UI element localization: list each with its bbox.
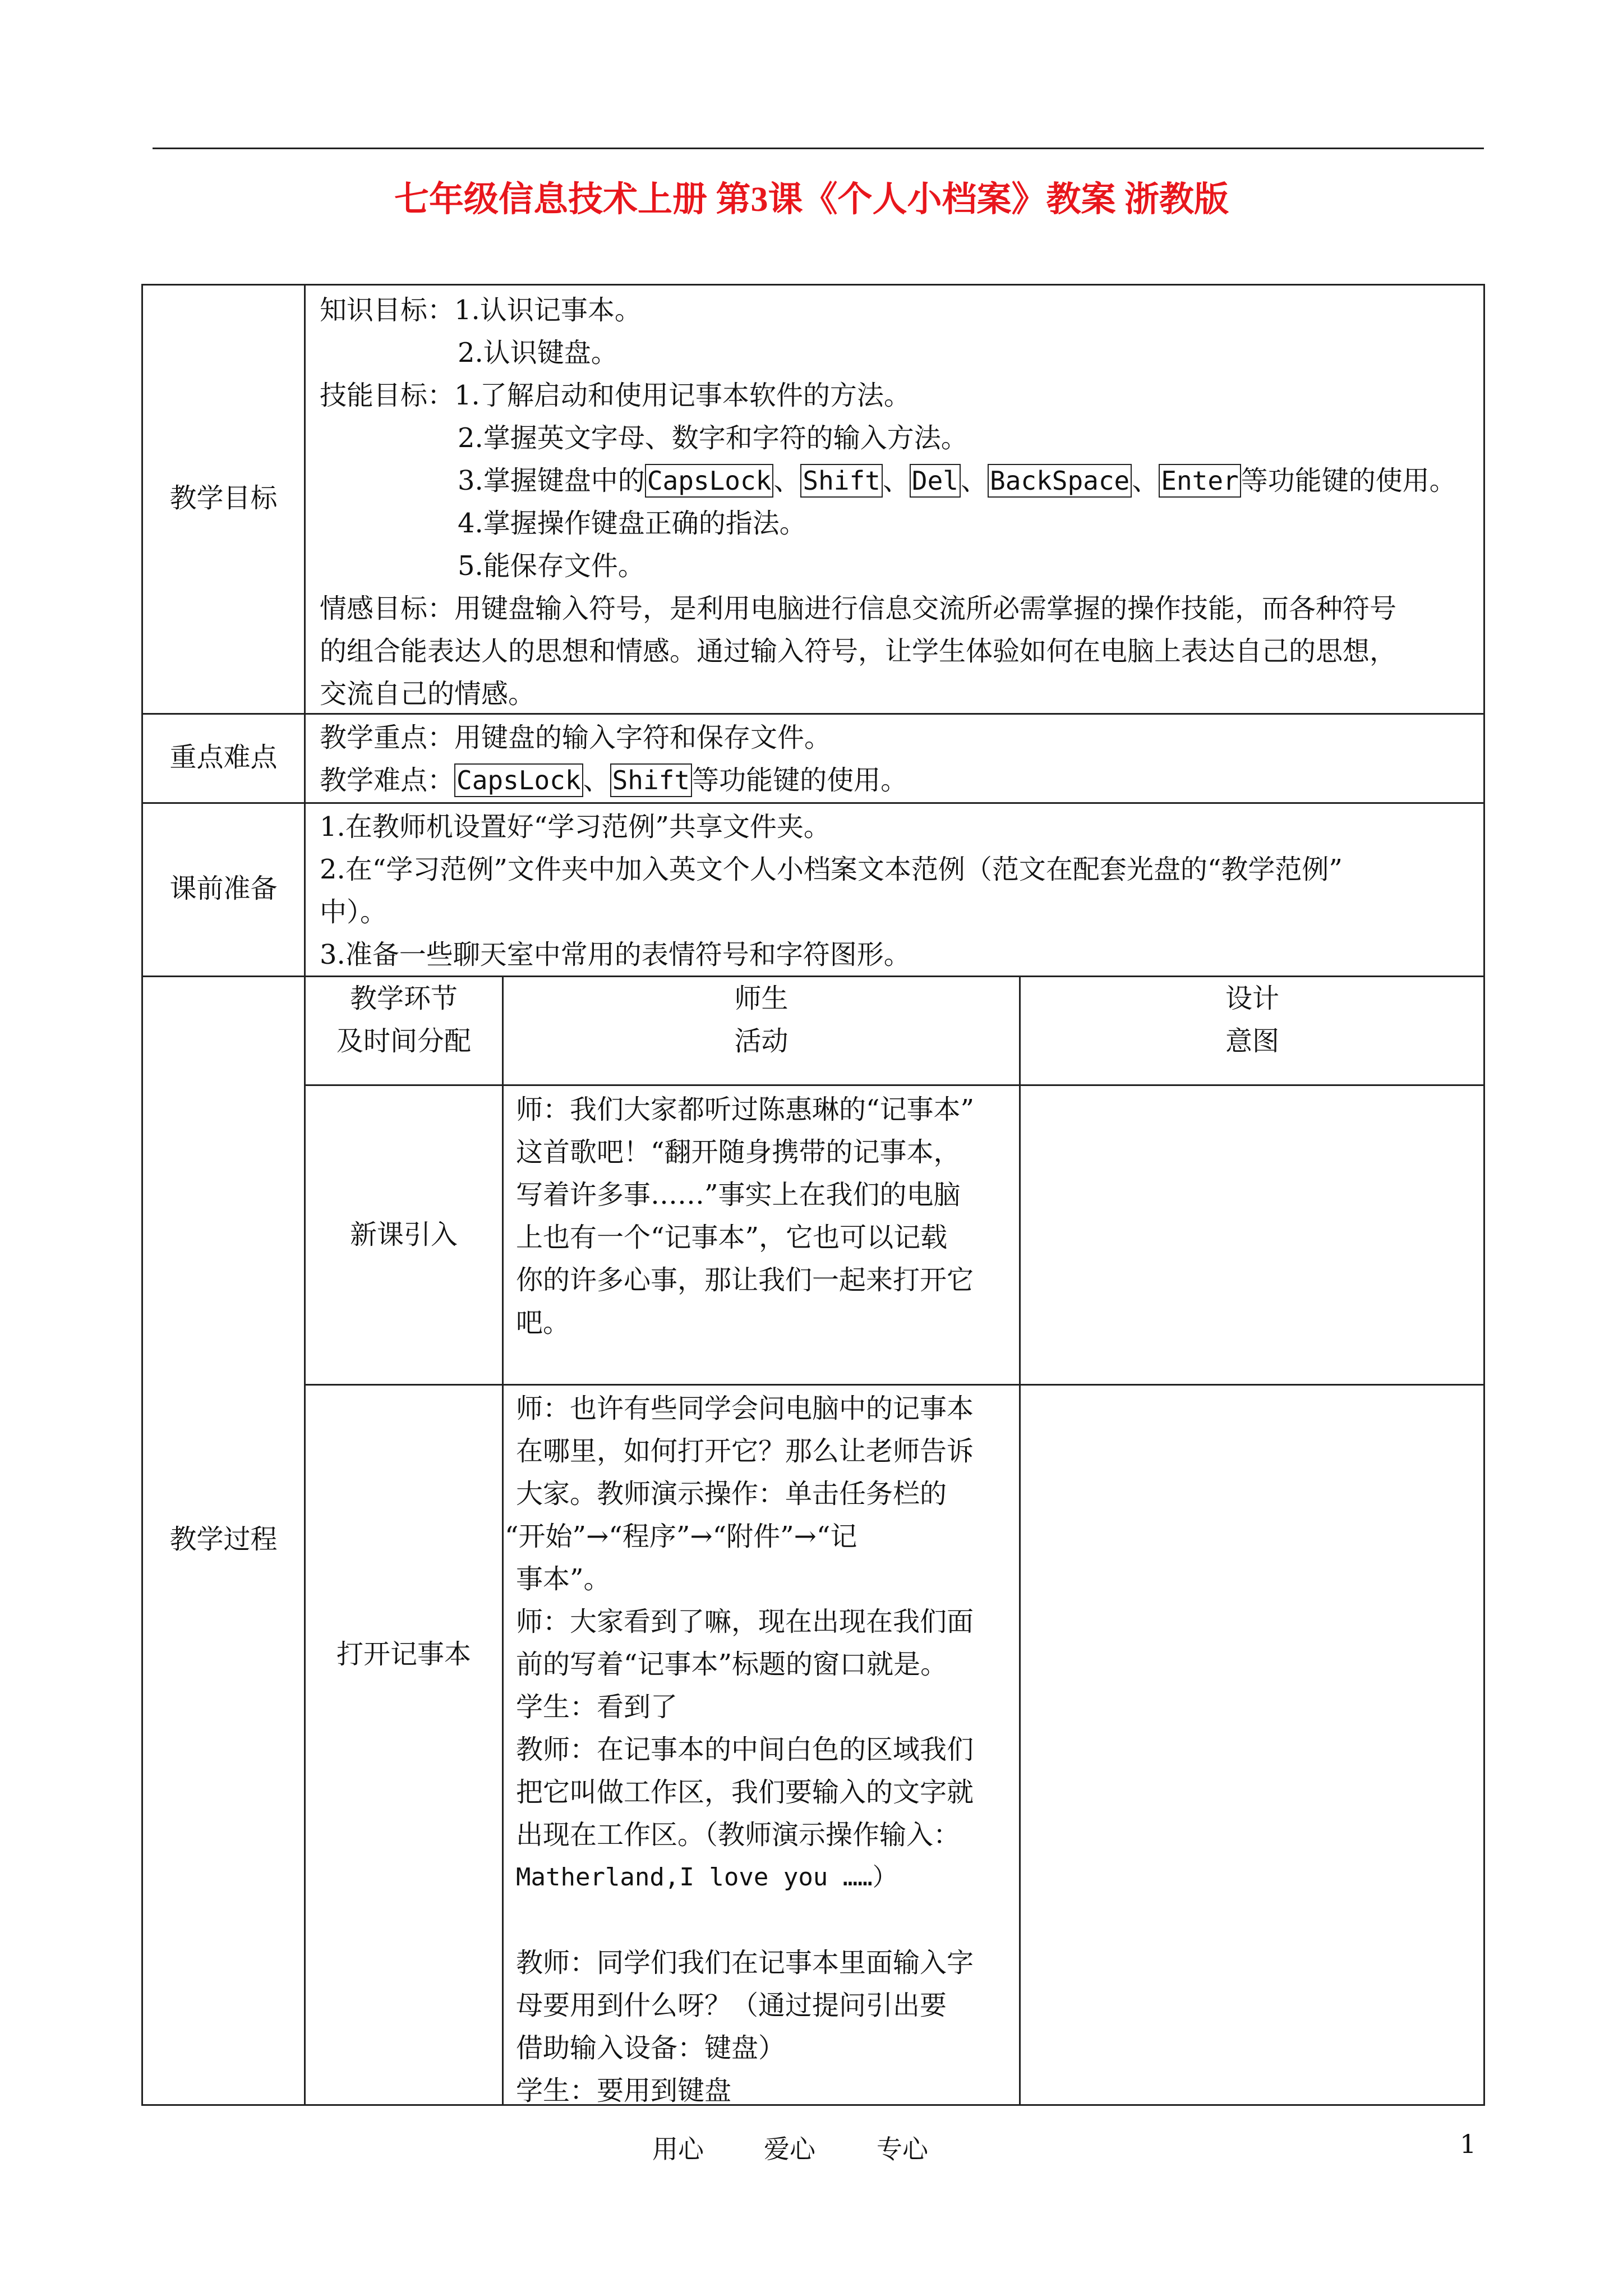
- goals-label: 教学目标: [169, 482, 278, 514]
- activity-line: 这首歌吧！“翻开随身携带的记事本，: [516, 1137, 961, 1168]
- activity-line: 把它叫做工作区，我们要输入的文字就: [516, 1777, 974, 1808]
- skill-goal-3: [458, 459, 1456, 502]
- key-points-label: 重点难点: [169, 742, 278, 773]
- teaching-difficulty: [320, 759, 907, 802]
- prep-line-2b: 中）。: [320, 896, 388, 928]
- stage-open-notepad: 打开记事本: [336, 1639, 471, 1670]
- skill-goal-4: 4.掌握操作键盘正确的指法。: [458, 508, 806, 539]
- activity-line: 师：也许有些同学会问电脑中的记事本: [516, 1393, 974, 1424]
- teaching-focus: 教学重点：用键盘的输入字符和保存文件。: [320, 722, 832, 753]
- separator: 、: [773, 465, 801, 496]
- page-number: 1: [1460, 2129, 1477, 2159]
- header-design-line-1: 设计: [1225, 983, 1279, 1014]
- separator: 、: [1132, 465, 1159, 496]
- process-header-divider: [304, 1084, 1485, 1086]
- header-rule: [153, 148, 1484, 149]
- activity-line: 母要用到什么呀？（通过提问引出要: [516, 1990, 947, 2021]
- capslock-key: CapsLock: [645, 464, 774, 498]
- activity-line: Matherland,I love you ……）: [516, 1863, 897, 1892]
- skill-goal-1: 1.了解启动和使用记事本软件的方法。: [454, 380, 911, 411]
- stage-intro: 新课引入: [349, 1219, 458, 1250]
- shift-key: Shift: [610, 763, 692, 797]
- activity-column-divider: [1019, 976, 1021, 2106]
- activity-line: 师：大家看到了嘛，现在出现在我们面: [516, 1606, 974, 1637]
- header-stage-line-2: 及时间分配: [336, 1025, 471, 1057]
- skill-goal-line-1: [320, 374, 911, 417]
- emotion-goal-line-1: 情感目标：用键盘输入符号，是利用电脑进行信息交流所必需掌握的操作技能，而各种符号: [320, 593, 1397, 624]
- activity-line: 事本”。: [516, 1563, 611, 1595]
- header-activity-line-1: 师生: [734, 983, 789, 1014]
- activity-line: 前的写着“记事本”标题的窗口就是。: [516, 1649, 948, 1680]
- knowledge-goal-prefix: 知识目标：: [320, 295, 455, 326]
- skill-goal-prefix: 技能目标：: [320, 380, 455, 411]
- knowledge-goal-2: 2.认识键盘。: [458, 337, 618, 369]
- capslock-key: CapsLock: [454, 763, 583, 797]
- prep-label: 课前准备: [169, 873, 278, 904]
- activity-line: 出现在工作区。（教师演示操作输入：: [516, 1819, 961, 1851]
- shift-key: Shift: [800, 464, 882, 498]
- skill-goal-2: 2.掌握英文字母、数字和字符的输入方法。: [458, 422, 968, 454]
- footer-motto-1: 用心: [652, 2134, 704, 2164]
- separator: 、: [882, 465, 910, 496]
- prep-line-3: 3.准备一些聊天室中常用的表情符号和字符图形。: [320, 939, 911, 970]
- knowledge-goal-1: 1.认识记事本。: [454, 295, 642, 326]
- enter-key: Enter: [1159, 464, 1241, 498]
- skill-goal-3-prefix: 3.掌握键盘中的: [458, 465, 645, 496]
- separator: 、: [583, 765, 610, 796]
- footer-motto-2: 爱心: [764, 2134, 815, 2164]
- prep-line-1: 1.在教师机设置好“学习范例”共享文件夹。: [320, 811, 831, 843]
- backspace-key: BackSpace: [988, 464, 1132, 498]
- activity-line: 教师：在记事本的中间白色的区域我们: [516, 1734, 974, 1765]
- header-design-line-2: 意图: [1225, 1025, 1279, 1057]
- activity-line: 在哪里，如何打开它？那么让老师告诉: [516, 1435, 974, 1467]
- activity-line: 借助输入设备：键盘）: [516, 2032, 786, 2064]
- activity-line: 吧。: [516, 1307, 570, 1338]
- activity-line: 你的许多心事，那让我们一起来打开它: [516, 1264, 974, 1296]
- activity-line: 师：我们大家都听过陈惠琳的“记事本”: [516, 1094, 975, 1125]
- activity-line: 上也有一个“记事本”，它也可以记载: [516, 1222, 948, 1253]
- skill-goal-3-suffix: 等功能键的使用。: [1241, 465, 1456, 496]
- separator: 、: [960, 465, 988, 496]
- activity-line: 教师：同学们我们在记事本里面输入字: [516, 1947, 974, 1978]
- knowledge-goal-line-1: [320, 289, 642, 332]
- skill-goal-5: 5.能保存文件。: [458, 550, 645, 582]
- activity-line: 学生：要用到键盘: [516, 2075, 732, 2106]
- stage-column-divider: [502, 976, 504, 2106]
- emotion-goal-line-2: 的组合能表达人的思想和情感。通过输入符号，让学生体验如何在电脑上表达自己的思想，: [320, 636, 1397, 667]
- header-activity-line-2: 活动: [734, 1025, 789, 1057]
- del-key: Del: [910, 464, 961, 498]
- document-title: 七年级信息技术上册 第3课《个人小档案》教案 浙教版: [394, 181, 1229, 219]
- emotion-goal-line-3: 交流自己的情感。: [320, 678, 536, 710]
- header-stage-line-1: 教学环节: [349, 983, 458, 1014]
- activity-line: 大家。教师演示操作：单击任务栏的: [516, 1478, 947, 1510]
- activity-line: 学生：看到了: [516, 1691, 678, 1723]
- activity-line: 写着许多事……”事实上在我们的电脑: [516, 1179, 961, 1211]
- difficulty-suffix: 等功能键的使用。: [692, 765, 908, 796]
- process-row-divider: [304, 1384, 1485, 1386]
- prep-line-2a: 2.在“学习范例”文件夹中加入英文个人小档案文本范例（范文在配套光盘的“教学范例”: [320, 854, 1343, 885]
- row-divider-key: [141, 802, 1485, 804]
- process-label: 教学过程: [169, 1524, 278, 1555]
- label-column-divider: [304, 284, 306, 2106]
- activity-line: “开始”→“程序”→“附件”→“记: [505, 1521, 857, 1552]
- difficulty-prefix: 教学难点：: [320, 765, 455, 796]
- footer-motto-3: 专心: [877, 2134, 928, 2164]
